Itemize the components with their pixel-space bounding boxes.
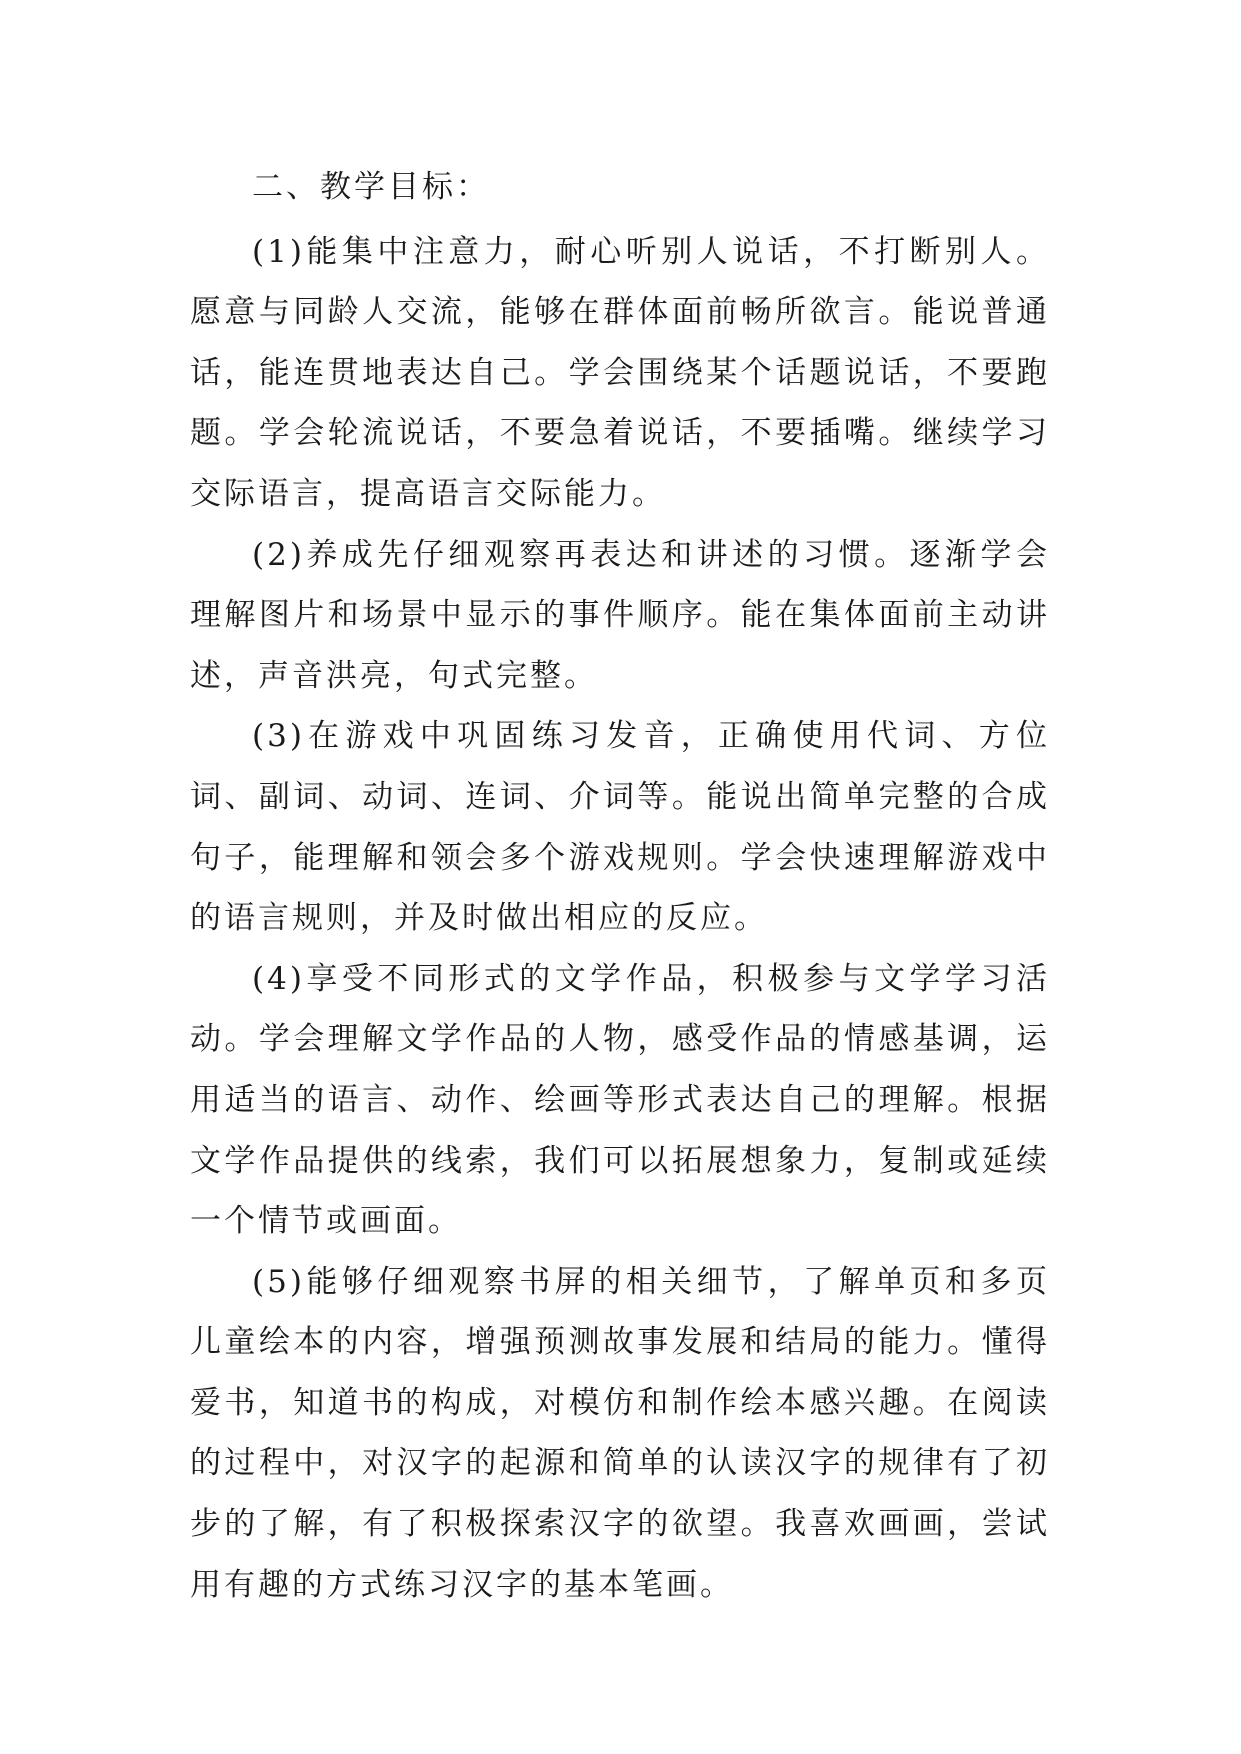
document-body <box>190 157 1050 1615</box>
paragraph-goal-2: (2)养成先仔细观察再表达和讲述的习惯。逐渐学会理解图片和场景中显示的事件顺序。能在集体面前主动讲述，声音洪亮，句式完整。 <box>190 536 1050 694</box>
paragraph-goal-1: (1)能集中注意力，耐心听别人说话，不打断别人。愿意与同龄人交流，能够在群体面前畅所欲言。能说普通话，能连贯地表达自己。学会围绕某个话题说话，不要跑题。学会轮流说话，不要急着说话，不要插嘴。继续学习交际语言，提高语言交际能力。 <box>190 233 1050 512</box>
paragraph-goal-3: (3)在游戏中巩固练习发音，正确使用代词、方位词、副词、动词、连词、介词等。能说出简单完整的合成句子，能理解和领会多个游戏规则。学会快速理解游戏中的语言规则，并及时做出相应的反应。 <box>190 718 1050 937</box>
paragraph-goal-4: (4)享受不同形式的文学作品，积极参与文学学习活动。学会理解文学作品的人物，感受作品的情感基调，运用适当的语言、动作、绘画等形式表达自己的理解。根据文学作品提供的线索，我们可以拓展想象力，复制或延续一个情节或画面。 <box>190 960 1050 1240</box>
paragraph-goal-5: (5)能够仔细观察书屏的相关细节，了解单页和多页儿童绘本的内容，增强预测故事发展和结局的能力。懂得爱书，知道书的构成，对模仿和制作绘本感兴趣。在阅读的过程中，对汉字的起源和简单的认读汉字的规律有了初步的了解，有了积极探索汉字的欲望。我喜欢画画，尝试用有趣的方式练习汉字的基本笔画。 <box>190 1263 1050 1603</box>
section-heading: 二、教学目标： <box>252 169 490 205</box>
